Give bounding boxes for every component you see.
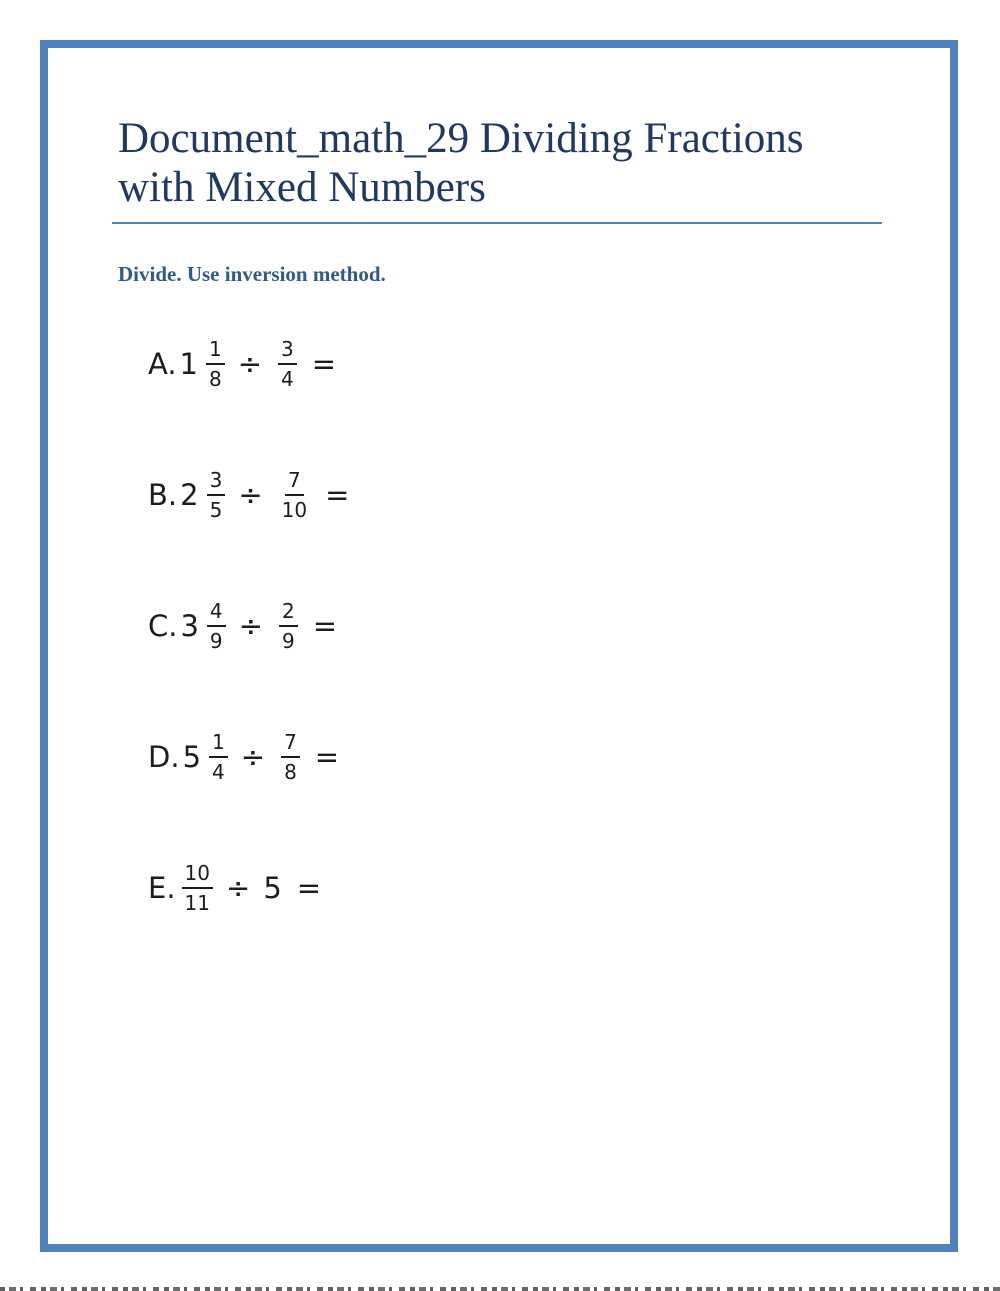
fraction [209, 731, 228, 783]
equals-sign: = [312, 609, 338, 643]
whole-number: 5 [182, 740, 202, 774]
denominator: 10 [281, 498, 308, 522]
fraction [206, 338, 225, 390]
right-operand [263, 871, 281, 905]
divide-sign: ÷ [238, 609, 263, 643]
problem-label: D. [148, 740, 180, 774]
title-line-2: with Mixed Numbers [118, 164, 486, 211]
problem-list [148, 333, 950, 919]
denominator: 8 [209, 367, 222, 391]
whole-number: 2 [180, 478, 199, 512]
whole-number: 5 [263, 871, 282, 905]
problem-label: A. [148, 347, 177, 381]
fraction [279, 469, 310, 521]
right-operand [276, 469, 310, 521]
right-operand [275, 338, 297, 390]
title-line-1: Document_math_29 Dividing Fractions [118, 115, 804, 162]
fraction [281, 731, 300, 783]
denominator: 11 [184, 891, 210, 915]
denominator: 9 [281, 629, 295, 653]
left-operand [180, 469, 225, 521]
page-border [40, 40, 958, 1252]
numerator: 7 [281, 731, 300, 758]
right-operand [276, 600, 298, 652]
problem-label: B. [148, 478, 178, 512]
numerator: 7 [285, 469, 304, 496]
divide-sign: ÷ [226, 871, 251, 905]
problem-row [148, 857, 950, 919]
numerator: 3 [207, 469, 226, 496]
equals-sign: = [325, 478, 350, 512]
page-title [118, 114, 950, 212]
numerator: 4 [207, 600, 226, 627]
left-operand [180, 600, 225, 652]
problem-row [148, 333, 950, 395]
cropped-text-artifact [0, 1287, 1000, 1291]
denominator: 4 [281, 367, 294, 391]
problem-row [148, 595, 950, 657]
whole-number: 3 [180, 609, 199, 643]
whole-number: 1 [179, 347, 198, 381]
numerator: 3 [278, 338, 297, 365]
denominator: 8 [284, 760, 297, 784]
divide-sign: ÷ [238, 478, 263, 512]
title-rule [112, 222, 882, 224]
equals-sign: = [314, 740, 340, 774]
fraction [278, 338, 297, 390]
numerator: 10 [182, 862, 213, 889]
problem-label: E. [148, 871, 176, 905]
fraction [279, 600, 298, 652]
equals-sign: = [296, 871, 322, 905]
numerator: 1 [209, 731, 228, 758]
fraction [207, 600, 226, 652]
numerator: 1 [206, 338, 225, 365]
left-operand [180, 338, 225, 390]
denominator: 5 [209, 498, 223, 522]
instruction-text: Divide. Use inversion method. [118, 262, 386, 286]
problem-row [148, 726, 950, 788]
problem-label: C. [148, 609, 178, 643]
problem-row [148, 464, 950, 526]
right-operand [278, 731, 300, 783]
fraction [207, 469, 226, 521]
divide-sign: ÷ [237, 347, 263, 381]
equals-sign: = [311, 347, 337, 381]
left-operand [183, 731, 228, 783]
denominator: 4 [212, 760, 225, 784]
fraction [182, 862, 213, 914]
numerator: 2 [279, 600, 298, 627]
denominator: 9 [209, 629, 223, 653]
divide-sign: ÷ [240, 740, 266, 774]
left-operand [179, 862, 213, 914]
